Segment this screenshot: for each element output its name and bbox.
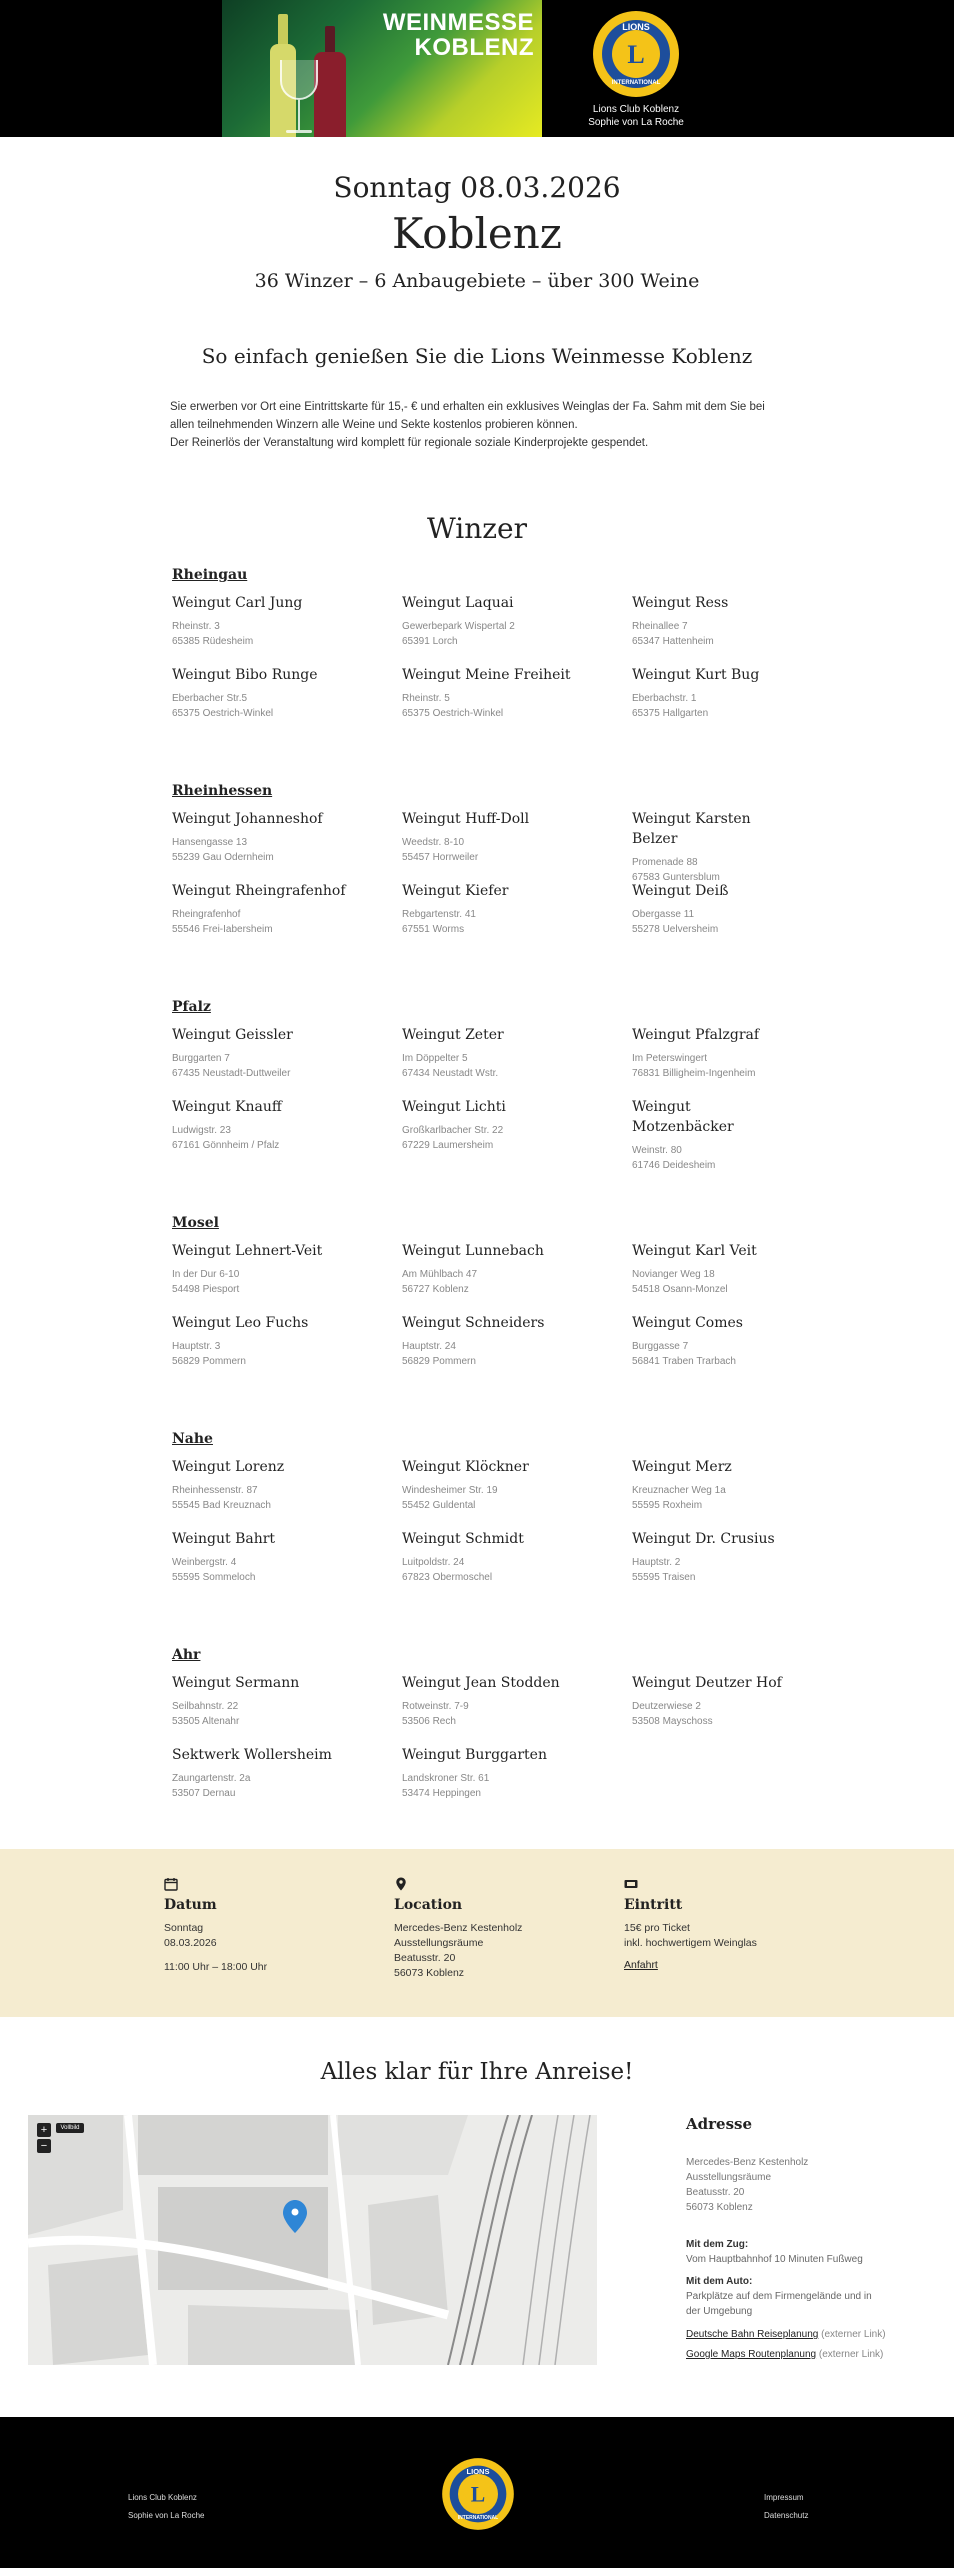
svg-text:LIONS: LIONS xyxy=(466,2467,490,2476)
winzer-address xyxy=(632,1483,782,1513)
winzer-card xyxy=(172,1529,402,1601)
bahn-link[interactable]: Deutsche Bahn Reiseplanung xyxy=(686,2329,819,2340)
winzer-address xyxy=(632,907,782,937)
winzer-address xyxy=(632,1267,782,1297)
winzer-city: 76831 Billigheim-Ingenheim xyxy=(632,1068,756,1079)
winzer-street: Kreuznacher Weg 1a xyxy=(632,1485,726,1496)
winzer-card xyxy=(632,1673,782,1745)
winzer-city: 67551 Worms xyxy=(402,924,465,935)
google-maps-link[interactable]: Google Maps Routenplanung xyxy=(686,2349,817,2360)
winzer-name: Weingut Comes xyxy=(632,1315,743,1331)
svg-text:INTERNATIONAL: INTERNATIONAL xyxy=(457,2515,499,2521)
region-name: Rheingau xyxy=(172,567,248,583)
logo-letter: L xyxy=(627,40,645,69)
winzer-card xyxy=(402,881,632,953)
bahn-link-row: Deutsche Bahn Reiseplanung (externer Link) xyxy=(686,2329,886,2340)
winzer-address xyxy=(402,1123,632,1153)
winzer-address xyxy=(172,1483,402,1513)
winzer-city: 67229 Laumersheim xyxy=(402,1140,494,1151)
winzer-address xyxy=(402,1051,632,1081)
winzer-name: Weingut Leo Fuchs xyxy=(172,1315,309,1331)
winzer-city: 67435 Neustadt-Duttweiler xyxy=(172,1068,291,1079)
address-lines: Mercedes-Benz Kestenholz Ausstellungsräume Beatusstr. 20 56073 Koblenz xyxy=(686,2157,809,2213)
winzer-card xyxy=(632,1097,782,1169)
winzer-city: 53507 Dernau xyxy=(172,1788,236,1799)
winzer-card xyxy=(402,1745,632,1817)
winzer-address xyxy=(172,1699,402,1729)
region-block xyxy=(172,567,782,737)
auto-info: Mit dem Auto: Parkplätze auf dem Firmengelände und in der Umgebung xyxy=(686,2276,872,2317)
winzer-address xyxy=(172,907,402,937)
winzer-card xyxy=(172,1097,402,1169)
datenschutz-link[interactable]: Datenschutz xyxy=(764,2511,809,2520)
winzer-title: Winzer xyxy=(427,512,527,545)
winzer-address xyxy=(172,1123,402,1153)
winzer-name: Weingut Zeter xyxy=(402,1027,504,1043)
winzer-name: Weingut Merz xyxy=(632,1459,732,1475)
intro-description: Sie erwerben vor Ort eine Eintrittskarte für 15,- € und erhalten ein exklusives Weinglas der Fa. Sahm mit dem Sie bei allen teilnehmenden Winzern alle Weine und Sekte kostenlos probieren können. Der Reinerlös der Veranstaltung wird komplett für regionale soziale Kinderprojekte gespendet. xyxy=(170,401,765,449)
winzer-card xyxy=(172,593,402,665)
winzer-street: Großkarlbacher Str. 22 xyxy=(402,1125,504,1136)
winzer-city: 55546 Frei-Iabersheim xyxy=(172,924,273,935)
anreise-section xyxy=(0,2115,954,2385)
winzer-address xyxy=(402,1699,632,1729)
winzer-street: Rotweinstr. 7-9 xyxy=(402,1701,469,1712)
winzer-grid xyxy=(172,1025,782,1169)
winzer-street: Rebgartenstr. 41 xyxy=(402,909,476,920)
winzer-street: Promenade 88 xyxy=(632,857,698,868)
calendar-icon xyxy=(164,1877,178,1891)
winzer-city: 56841 Traben Trarbach xyxy=(632,1356,736,1367)
winzer-address xyxy=(172,835,402,865)
winzer-city: 54498 Piesport xyxy=(172,1284,240,1295)
winzer-name: Weingut Deutzer Hof xyxy=(632,1675,782,1691)
winzer-card xyxy=(172,1241,402,1313)
logo-text-top: LIONS xyxy=(622,22,650,32)
site-header xyxy=(0,0,954,137)
info-band xyxy=(0,1849,954,2017)
winzer-address xyxy=(402,907,632,937)
winzer-name: Weingut Knauff xyxy=(172,1099,282,1115)
address-column xyxy=(686,2115,886,2362)
winzer-grid xyxy=(172,593,782,737)
winzer-city: 54518 Osann-Monzel xyxy=(632,1284,728,1295)
winzer-card xyxy=(402,1025,632,1097)
maps-link-row: Google Maps Routenplanung (externer Link) xyxy=(686,2349,884,2360)
winzer-name: Weingut Huff-Doll xyxy=(402,811,530,827)
winzer-name: Weingut Schneiders xyxy=(402,1315,545,1331)
slogan: So einfach genießen Sie die Lions Weinmesse Koblenz xyxy=(201,344,753,368)
banner-title: WEINMESSE KOBLENZ xyxy=(382,9,534,61)
winzer-card xyxy=(632,593,782,665)
map-canvas[interactable] xyxy=(28,2115,597,2365)
club-caption xyxy=(560,103,712,129)
winzer-card xyxy=(632,1025,782,1097)
winzer-street: Hauptstr. 2 xyxy=(632,1557,681,1568)
footer-club: Lions Club Koblenz Sophie von La Roche xyxy=(128,2493,205,2520)
winzer-card xyxy=(172,1457,402,1529)
wine-glass-icon xyxy=(280,60,318,137)
winzer-city: 67161 Gönnheim / Pfalz xyxy=(172,1140,280,1151)
winzer-street: Novianger Weg 18 xyxy=(632,1269,715,1280)
winzer-city: 56829 Pommern xyxy=(172,1356,246,1367)
winzer-grid xyxy=(172,809,782,953)
winzer-address xyxy=(632,1339,782,1369)
winzer-street: Rheinhessenstr. 87 xyxy=(172,1485,258,1496)
winzer-street: Gewerbepark Wispertal 2 xyxy=(402,621,515,632)
winzer-address xyxy=(172,1339,402,1369)
zug-info: Mit dem Zug: Vom Hauptbahnhof 10 Minuten Fußweg xyxy=(686,2239,863,2265)
winzer-street: Weinstr. 80 xyxy=(632,1145,682,1156)
eintritt-text: 15€ pro Ticket inkl. hochwertigem Weinglas xyxy=(624,1922,757,1949)
winzer-street: Luitpoldstr. 24 xyxy=(402,1557,465,1568)
winzer-street: Deutzerwiese 2 xyxy=(632,1701,701,1712)
winzer-street: Rheingrafenhof xyxy=(172,909,241,920)
winzer-street: Hauptstr. 24 xyxy=(402,1341,456,1352)
winzer-card xyxy=(172,1313,402,1385)
winzer-street: Eberbachstr. 1 xyxy=(632,693,697,704)
winzer-name: Weingut Klöckner xyxy=(402,1459,529,1475)
location-title: Location xyxy=(394,1897,463,1913)
anfahrt-link[interactable]: Anfahrt xyxy=(624,1959,658,1971)
winzer-card xyxy=(172,1673,402,1745)
winzer-address xyxy=(402,1771,632,1801)
winzer-name: Weingut Rheingrafenhof xyxy=(172,883,346,899)
club-sub: Sophie von La Roche xyxy=(588,117,684,128)
winzer-street: Landskroner Str. 61 xyxy=(402,1773,490,1784)
winzer-card xyxy=(402,1457,632,1529)
winzer-name: Weingut Bibo Runge xyxy=(172,667,318,683)
winzer-address xyxy=(402,619,632,649)
winzer-city: 53506 Rech xyxy=(402,1716,456,1727)
location-text: Mercedes-Benz Kestenholz Ausstellungsräume Beatusstr. 20 56073 Koblenz xyxy=(394,1922,523,1979)
winzer-city: 53505 Altenahr xyxy=(172,1716,240,1727)
winzer-card xyxy=(402,1097,632,1169)
winzer-street: Im Döppelter 5 xyxy=(402,1053,468,1064)
winzer-street: Hauptstr. 3 xyxy=(172,1341,221,1352)
svg-text:L: L xyxy=(470,2482,486,2507)
info-location xyxy=(394,1877,594,1981)
info-datum xyxy=(164,1877,364,1975)
winzer-name: Weingut Meine Freiheit xyxy=(402,667,571,683)
winzer-city: 55545 Bad Kreuznach xyxy=(172,1500,271,1511)
winzer-name: Weingut Kurt Bug xyxy=(632,667,760,683)
winzer-city: 55595 Roxheim xyxy=(632,1500,703,1511)
winzer-street: Rheinstr. 5 xyxy=(402,693,450,704)
winzer-card xyxy=(402,809,632,881)
winzer-city: 53474 Heppingen xyxy=(402,1788,481,1799)
winzer-address xyxy=(632,1143,782,1173)
winzer-grid xyxy=(172,1241,782,1385)
region-block xyxy=(172,1431,782,1601)
winzer-name: Weingut Geissler xyxy=(172,1027,293,1043)
winzer-street: Eberbacher Str.5 xyxy=(172,693,248,704)
anreise-title: Alles klar für Ihre Anreise! xyxy=(320,2059,634,2085)
winzer-street: Weinbergstr. 4 xyxy=(172,1557,237,1568)
winzer-address xyxy=(402,1483,632,1513)
footer-links xyxy=(764,2489,808,2525)
winzer-street: Windesheimer Str. 19 xyxy=(402,1485,498,1496)
region-block xyxy=(172,1647,782,1817)
winzer-name: Weingut Sermann xyxy=(172,1675,300,1691)
winzer-street: Burggasse 7 xyxy=(632,1341,689,1352)
region-name: Mosel xyxy=(172,1215,219,1231)
logo-text-bottom: INTERNATIONAL xyxy=(611,80,661,86)
winzer-name: Weingut Deiß xyxy=(632,883,729,899)
winzer-name: Weingut Lichti xyxy=(402,1099,506,1115)
winzer-city: 67434 Neustadt Wstr. xyxy=(402,1068,499,1079)
winzer-address xyxy=(632,619,782,649)
winzer-street: Zaungartenstr. 2a xyxy=(172,1773,251,1784)
winzer-card xyxy=(402,1673,632,1745)
winzer-city: 65375 Hallgarten xyxy=(632,708,709,719)
winzer-city: 67583 Guntersblum xyxy=(632,872,720,883)
event-subtitle: 36 Winzer – 6 Anbaugebiete – über 300 Weine xyxy=(254,270,700,292)
winzer-address xyxy=(172,1555,402,1585)
club-name: Lions Club Koblenz xyxy=(592,104,680,115)
winzer-name: Weingut Lorenz xyxy=(172,1459,285,1475)
winzer-card xyxy=(172,665,402,737)
winzer-name: Weingut Kiefer xyxy=(402,883,509,899)
region-name: Pfalz xyxy=(172,999,211,1015)
winzer-street: Ludwigstr. 23 xyxy=(172,1125,231,1136)
impressum-link[interactable]: Impressum xyxy=(764,2493,804,2502)
weinmesse-banner xyxy=(222,0,542,137)
winzer-grid xyxy=(172,1457,782,1601)
winzer-address xyxy=(402,1339,632,1369)
winzer-address xyxy=(402,1267,632,1297)
winzer-name: Weingut Jean Stodden xyxy=(402,1675,560,1691)
winzer-card xyxy=(632,665,782,737)
winzer-city: 56829 Pommern xyxy=(402,1356,476,1367)
winzer-card xyxy=(172,809,402,881)
event-city: Koblenz xyxy=(392,209,562,258)
winzer-name: Weingut Carl Jung xyxy=(172,595,303,611)
winzer-grid xyxy=(172,1673,782,1817)
winzer-card xyxy=(402,665,632,737)
winzer-name: Weingut Laquai xyxy=(402,595,514,611)
datum-text: Sonntag 08.03.2026 11:00 Uhr – 18:00 Uhr xyxy=(164,1922,268,1973)
winzer-street: Im Peterswingert xyxy=(632,1053,708,1064)
winzer-city: 55239 Gau Odernheim xyxy=(172,852,274,863)
winzer-address xyxy=(632,1555,782,1585)
map-fullscreen-button[interactable]: Vollbild xyxy=(60,2125,80,2131)
winzer-address xyxy=(402,1555,632,1585)
winzer-city: 56727 Koblenz xyxy=(402,1284,469,1295)
winzer-card xyxy=(402,1241,632,1313)
map-zoom-out-button[interactable]: − xyxy=(40,2140,48,2152)
winzer-street: Rheinstr. 3 xyxy=(172,621,220,632)
winzer-name: Weingut Bahrt xyxy=(172,1531,276,1547)
winzer-name: Weingut Ress xyxy=(632,595,729,611)
winzer-name: Weingut Schmidt xyxy=(402,1531,524,1547)
red-wine-bottle-icon xyxy=(314,26,346,137)
footer-lions-logo-icon[interactable] xyxy=(438,2455,518,2533)
winzer-address xyxy=(172,1771,402,1801)
winzer-city: 65391 Lorch xyxy=(402,636,458,647)
winzer-address xyxy=(632,1051,782,1081)
winzer-card xyxy=(632,1529,782,1601)
winzer-address xyxy=(632,691,782,721)
winzer-street: Weedstr. 8-10 xyxy=(402,837,465,848)
winzer-address xyxy=(402,835,632,865)
winzer-city: 55278 Uelversheim xyxy=(632,924,719,935)
winzer-address xyxy=(632,1699,782,1729)
winzer-card xyxy=(172,1745,402,1817)
datum-title: Datum xyxy=(164,1897,217,1913)
winzer-name: Weingut Karsten Belzer xyxy=(632,811,751,847)
winzer-city: 65375 Oestrich-Winkel xyxy=(402,708,504,719)
winzer-city: 55595 Traisen xyxy=(632,1572,696,1583)
site-footer xyxy=(0,2417,954,2568)
intro-section xyxy=(0,137,954,452)
winzer-name: Weingut Lunnebach xyxy=(402,1243,544,1259)
winzer-street: Burggarten 7 xyxy=(172,1053,230,1064)
winzer-card xyxy=(632,1241,782,1313)
winzer-street: Rheinallee 7 xyxy=(632,621,688,632)
winzer-name: Weingut Dr. Crusius xyxy=(632,1531,775,1547)
eintritt-title: Eintritt xyxy=(624,1897,683,1913)
winzer-city: 65385 Rüdesheim xyxy=(172,636,254,647)
winzer-address xyxy=(402,691,632,721)
winzer-city: 53508 Mayschoss xyxy=(632,1716,713,1727)
winzer-street: Seilbahnstr. 22 xyxy=(172,1701,239,1712)
region-name: Nahe xyxy=(172,1431,213,1447)
winzer-name: Weingut Karl Veit xyxy=(632,1243,757,1259)
winzer-name: Sektwerk Wollersheim xyxy=(172,1747,332,1763)
map-zoom-in-button[interactable]: + xyxy=(40,2124,48,2136)
winzer-card xyxy=(402,1529,632,1601)
winzer-list xyxy=(0,567,954,1817)
winzer-card xyxy=(632,1313,782,1385)
winzer-city: 55452 Guldental xyxy=(402,1500,476,1511)
winzer-street: Obergasse 11 xyxy=(632,909,695,920)
region-block xyxy=(172,783,782,953)
winzer-card xyxy=(402,593,632,665)
map-widget[interactable] xyxy=(28,2115,597,2365)
winzer-street: Am Mühlbach 47 xyxy=(402,1269,478,1280)
ticket-icon xyxy=(624,1877,638,1891)
winzer-street: In der Dur 6-10 xyxy=(172,1269,240,1280)
location-pin-icon xyxy=(394,1877,408,1891)
winzer-city: 55457 Horrweiler xyxy=(402,852,479,863)
winzer-city: 67823 Obermoschel xyxy=(402,1572,493,1583)
lions-logo-icon[interactable] xyxy=(588,8,684,100)
winzer-address xyxy=(172,1051,402,1081)
region-name: Rheinhessen xyxy=(172,783,273,799)
winzer-name: Weingut Pfalzgraf xyxy=(632,1027,760,1043)
winzer-card xyxy=(172,1025,402,1097)
winzer-city: 65375 Oestrich-Winkel xyxy=(172,708,274,719)
winzer-city: 55595 Sommeloch xyxy=(172,1572,256,1583)
winzer-card xyxy=(172,881,402,953)
address-title: Adresse xyxy=(686,2115,753,2133)
winzer-address xyxy=(172,619,402,649)
winzer-city: 61746 Deidesheim xyxy=(632,1160,716,1171)
winzer-name: Weingut Lehnert-Veit xyxy=(172,1243,323,1259)
winzer-city: 65347 Hattenheim xyxy=(632,636,714,647)
winzer-name: Weingut Johanneshof xyxy=(172,811,323,827)
event-date: Sonntag 08.03.2026 xyxy=(333,171,621,204)
region-block xyxy=(172,999,782,1169)
winzer-street: Hansengasse 13 xyxy=(172,837,248,848)
info-eintritt xyxy=(624,1877,824,1973)
winzer-address xyxy=(172,691,402,721)
winzer-name: Weingut Burggarten xyxy=(402,1747,547,1763)
region-block xyxy=(172,1215,782,1385)
winzer-card xyxy=(402,1313,632,1385)
winzer-address xyxy=(172,1267,402,1297)
winzer-card xyxy=(632,809,782,881)
winzer-card xyxy=(632,881,782,953)
winzer-name: Weingut Motzenbäcker xyxy=(632,1099,734,1135)
region-name: Ahr xyxy=(172,1647,201,1663)
winzer-card xyxy=(632,1457,782,1529)
